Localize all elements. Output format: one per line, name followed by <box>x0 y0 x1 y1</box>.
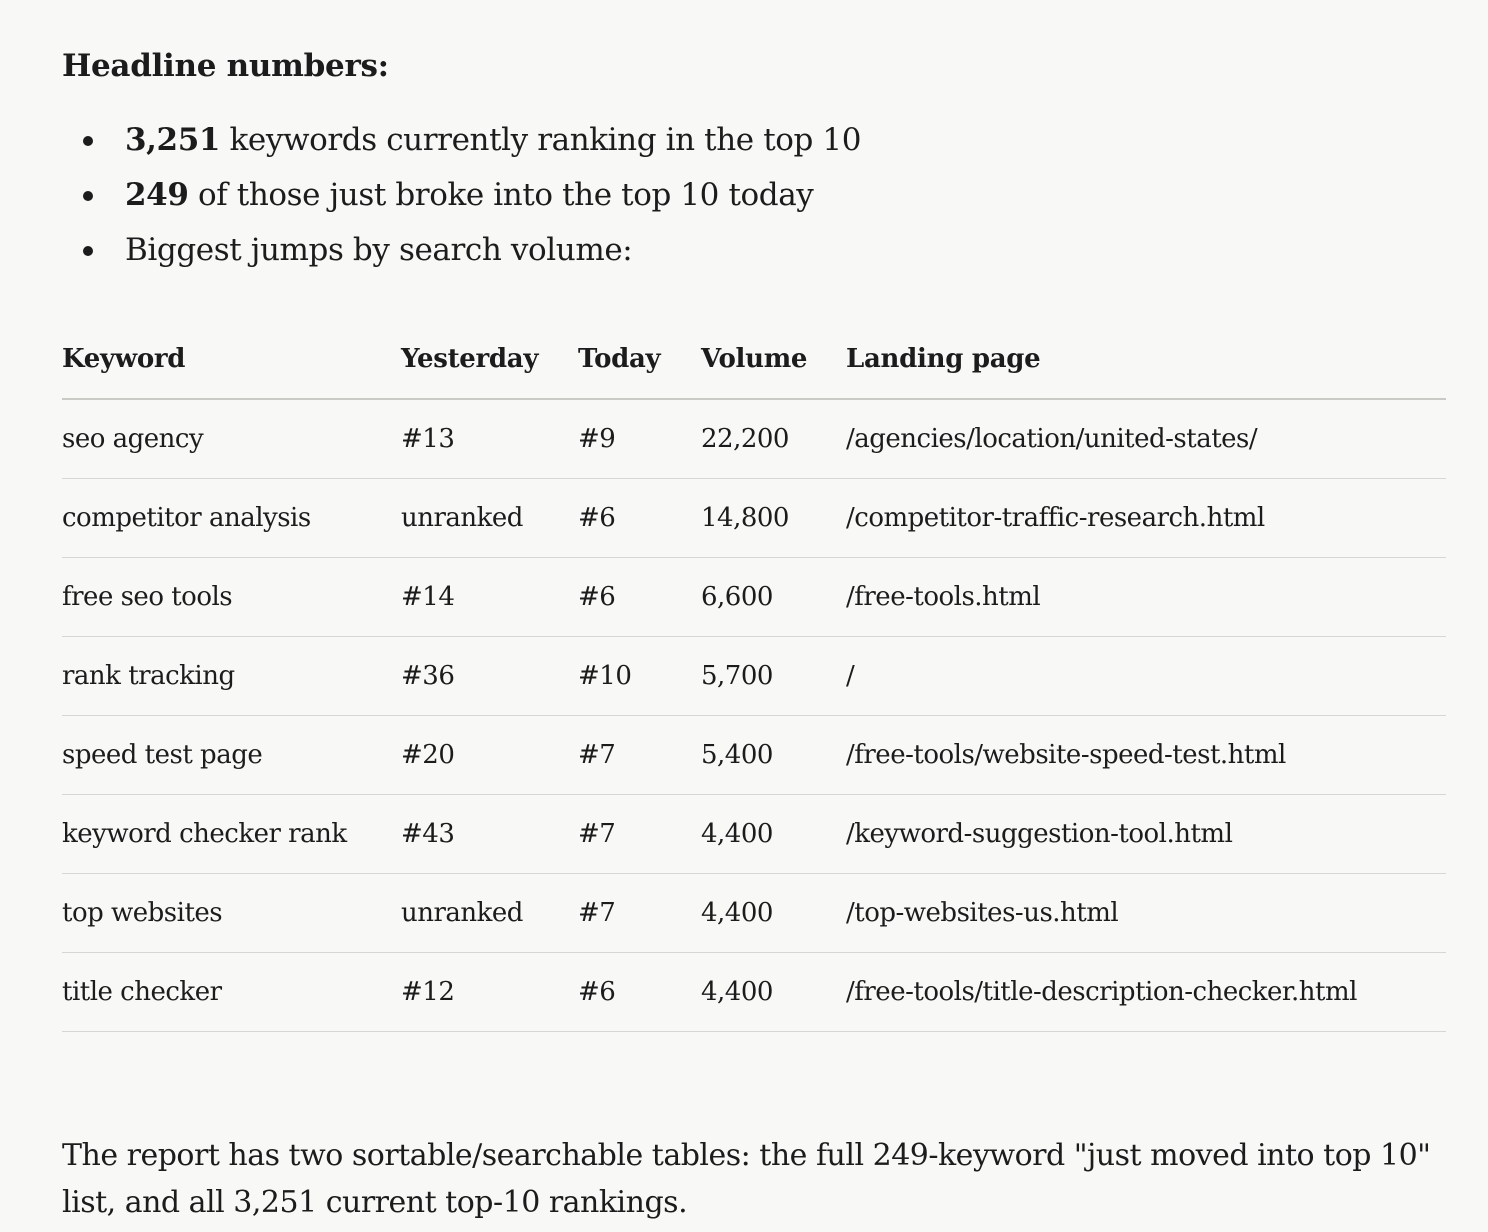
cell-today: #6 <box>578 953 701 1032</box>
cell-volume: 14,800 <box>701 479 846 558</box>
cell-keyword: top websites <box>62 874 401 953</box>
cell-today: #10 <box>578 637 701 716</box>
cell-volume: 5,700 <box>701 637 846 716</box>
table-row <box>62 874 1446 953</box>
bullet-bold: 3,251 <box>125 122 221 158</box>
bullet-list <box>62 114 861 279</box>
bullet-text: Biggest jumps by search volume: <box>125 232 633 268</box>
cell-volume: 4,400 <box>701 795 846 874</box>
cell-volume: 4,400 <box>701 874 846 953</box>
cell-landing-page: /keyword-suggestion-tool.html <box>846 795 1446 874</box>
bullet-item <box>62 169 861 224</box>
cell-today: #7 <box>578 874 701 953</box>
cell-keyword: speed test page <box>62 716 401 795</box>
cell-landing-page: /free-tools/website-speed-test.html <box>846 716 1446 795</box>
cell-today: #7 <box>578 716 701 795</box>
table-row <box>62 716 1446 795</box>
cell-volume: 22,200 <box>701 399 846 479</box>
table-header-row <box>62 320 1446 399</box>
column-header-keyword: Keyword <box>62 320 401 399</box>
cell-landing-page: /competitor-traffic-research.html <box>846 479 1446 558</box>
cell-yesterday: #36 <box>401 637 578 716</box>
bullet-item <box>62 114 861 169</box>
cell-keyword: title checker <box>62 953 401 1032</box>
table-row <box>62 637 1446 716</box>
summary-paragraph: The report has two sortable/searchable tables: the full 249-keyword "just moved into top 10" list, and all 3,251 current top-10 rankings. <box>62 1138 1431 1220</box>
cell-volume: 5,400 <box>701 716 846 795</box>
section-heading: Headline numbers: <box>62 48 389 84</box>
bullet-item <box>62 224 861 279</box>
cell-today: #6 <box>578 558 701 637</box>
cell-landing-page: /agencies/location/united-states/ <box>846 399 1446 479</box>
table-row <box>62 795 1446 874</box>
cell-yesterday: unranked <box>401 479 578 558</box>
column-header-volume: Volume <box>701 320 846 399</box>
cell-yesterday: #14 <box>401 558 578 637</box>
table-row <box>62 953 1446 1032</box>
cell-yesterday: #13 <box>401 399 578 479</box>
cell-keyword: rank tracking <box>62 637 401 716</box>
cell-keyword: free seo tools <box>62 558 401 637</box>
cell-landing-page: /free-tools.html <box>846 558 1446 637</box>
cell-landing-page: /free-tools/title-description-checker.html <box>846 953 1446 1032</box>
column-header-today: Today <box>578 320 701 399</box>
cell-today: #7 <box>578 795 701 874</box>
cell-yesterday: #43 <box>401 795 578 874</box>
table-row <box>62 479 1446 558</box>
cell-today: #6 <box>578 479 701 558</box>
cell-landing-page: / <box>846 637 1446 716</box>
cell-yesterday: unranked <box>401 874 578 953</box>
cell-today: #9 <box>578 399 701 479</box>
bullet-bold: 249 <box>125 177 189 213</box>
table-row <box>62 558 1446 637</box>
cell-yesterday: #12 <box>401 953 578 1032</box>
cell-landing-page: /top-websites-us.html <box>846 874 1446 953</box>
cell-volume: 4,400 <box>701 953 846 1032</box>
bullet-dot-icon <box>83 136 93 146</box>
keyword-jumps-table <box>62 320 1446 1032</box>
bullet-text: keywords currently ranking in the top 10 <box>220 122 862 158</box>
cell-keyword: seo agency <box>62 399 401 479</box>
cell-yesterday: #20 <box>401 716 578 795</box>
bullet-text: of those just broke into the top 10 today <box>188 177 814 213</box>
table-row <box>62 399 1446 479</box>
bullet-dot-icon <box>83 191 93 201</box>
cell-keyword: keyword checker rank <box>62 795 401 874</box>
column-header-yesterday: Yesterday <box>401 320 578 399</box>
cell-keyword: competitor analysis <box>62 479 401 558</box>
cell-volume: 6,600 <box>701 558 846 637</box>
column-header-landing-page: Landing page <box>846 320 1446 399</box>
bullet-dot-icon <box>83 246 93 256</box>
